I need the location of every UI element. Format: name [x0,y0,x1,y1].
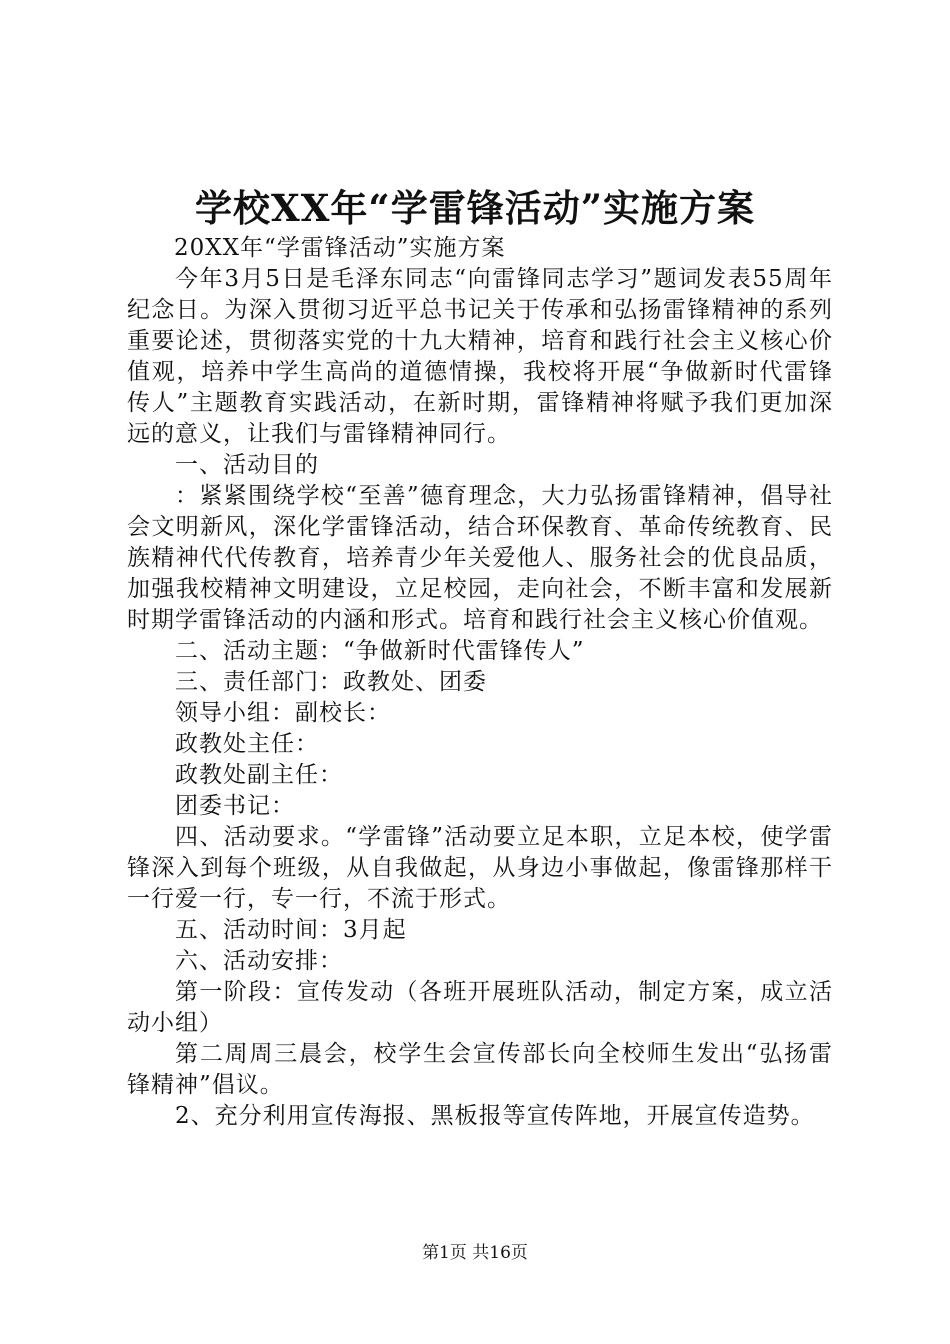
paragraph-morning-meeting: 第二周周三晨会，校学生会宣传部长向全校师生发出“弘扬雷锋精神”倡议。 [127,1041,833,1098]
paragraph-requirements: 四、活动要求。“学雷锋”活动要立足本职，立足本校，使学雷锋深入到每个班级，从自我做起，从身边小事做起，像雷锋那样干一行爱一行，专一行，不流于形式。 [127,824,833,912]
page-number-footer: 第1页 共16页 [422,1243,528,1263]
heading-purpose: 一、活动目的 [175,452,319,478]
paragraph-purpose: ：紧紧围绕学校“至善”德育理念，大力弘扬雷锋精神，倡导社会文明新风，深化学雷锋活动，结合环保教育、革命传统教育、民族精神代代传教育，培养青少年关爱他人、服务社会的优良品质，加强我校精神文明建设，立足校园，走向社会，不断丰富和发展新时期学雷锋活动的内涵和形式。培育和践行社会主义核心价值观。 [127,483,833,633]
document-body [127,233,833,1132]
heading-time: 五、活动时间：3月起 [175,917,407,943]
paragraph-intro: 今年3月5日是毛泽东同志“向雷锋同志学习”题词发表55周年纪念日。为深入贯彻习近平总书记关于传承和弘扬雷锋精神的系列重要论述，贯彻落实党的十九大精神，培育和践行社会主义核心价值观，培养中学生高尚的道德情操，我校将开展“争做新时代雷锋传人”主题教育实践活动，在新时期，雷锋精神将赋予我们更加深远的意义，让我们与雷锋精神同行。 [127,266,833,447]
document-title: 学校XX年“学雷锋活动”实施方案 [195,186,755,230]
paragraph-publicity: 2、充分利用宣传海报、黑板报等宣传阵地，开展宣传造势。 [175,1103,815,1129]
line-league-secretary: 团委书记： [175,793,295,819]
line-deputy-director: 政教处副主任： [175,762,343,788]
line-director: 政教处主任： [175,731,319,757]
line-leadership: 领导小组：副校长： [175,700,391,726]
heading-department: 三、责任部门：政教处、团委 [175,669,487,695]
heading-arrangement: 六、活动安排： [175,948,343,974]
paragraph-subtitle: 20XX年“学雷锋活动”实施方案 [174,235,506,261]
heading-theme: 二、活动主题：“争做新时代雷锋传人” [175,638,585,664]
paragraph-stage-one: 第一阶段：宣传发动（各班开展班队活动，制定方案，成立活动小组） [127,979,833,1036]
